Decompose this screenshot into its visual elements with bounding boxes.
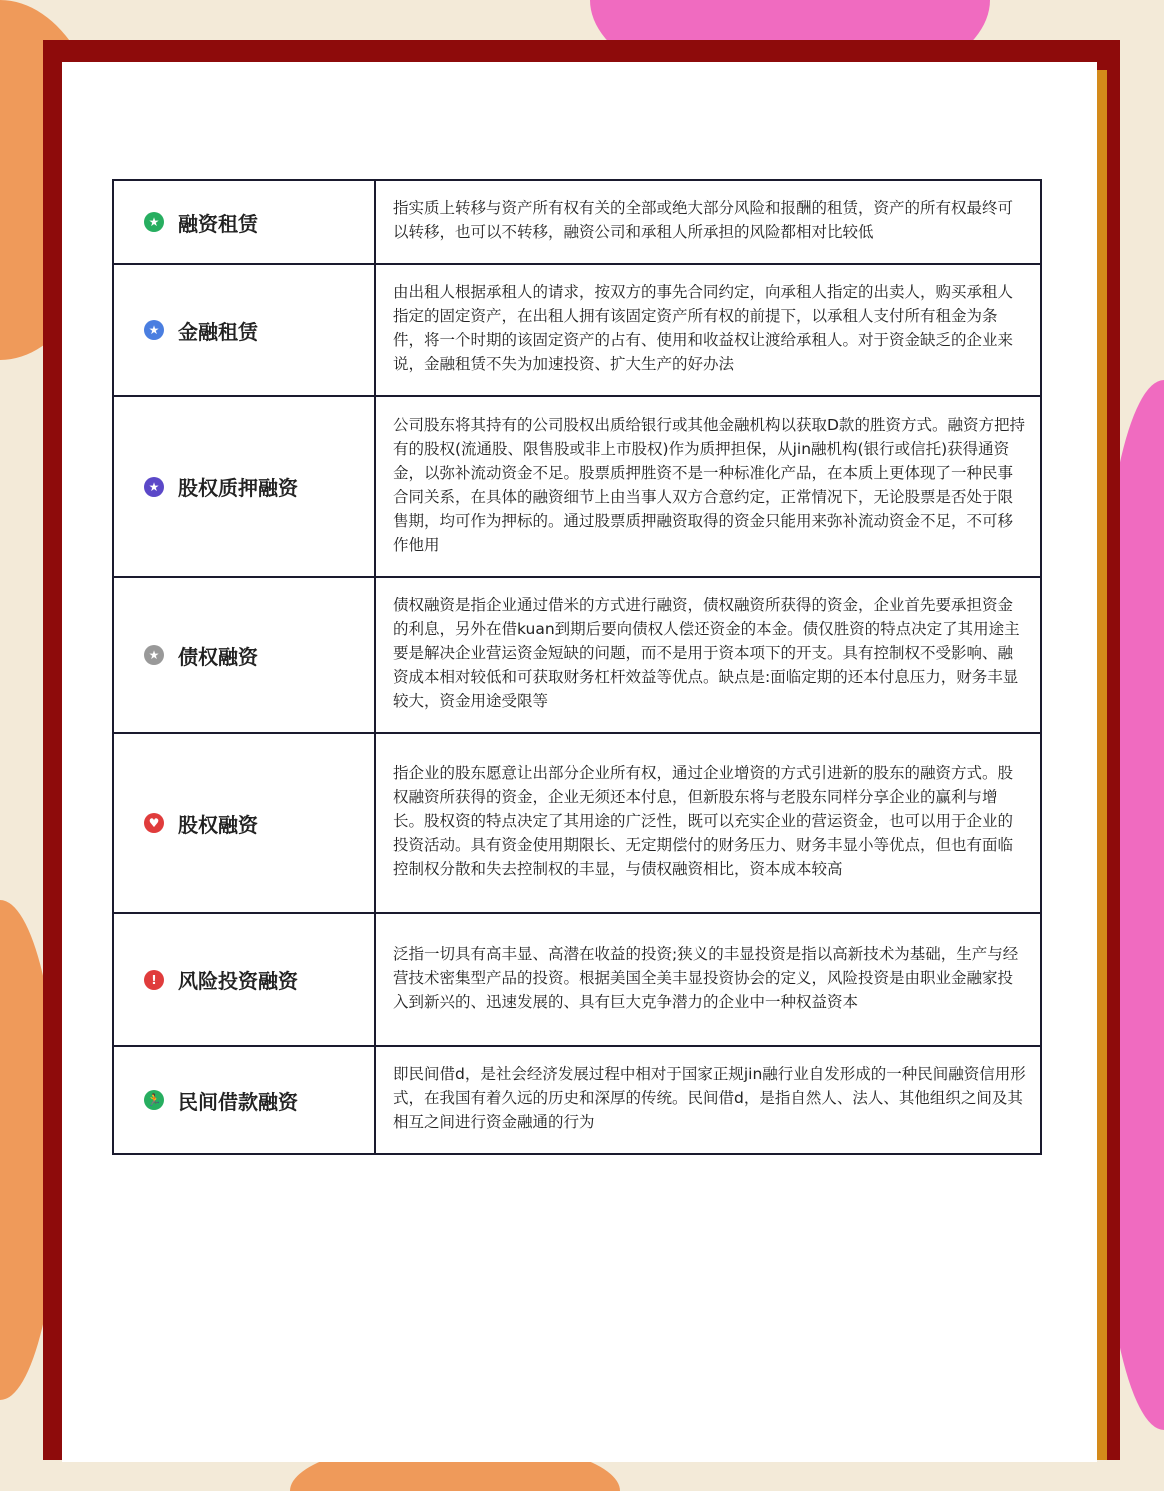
purple-star-icon: ★	[144, 477, 164, 497]
label-cell	[113, 913, 375, 1046]
label-cell	[113, 264, 375, 396]
accent-strip	[1097, 70, 1107, 1460]
table-row	[113, 180, 1041, 264]
gray-star-icon: ★	[144, 645, 164, 665]
table-row	[113, 577, 1041, 733]
green-star-icon: ★	[144, 212, 164, 232]
row-description: 即民间借d，是社会经济发展过程中相对于国家正规jin融行业自发形成的一种民间融资信用形式，在我国有着久远的历史和深厚的传统。民间借d，是指自然人、法人、其他组织之间及其相互之间进行资金融通的行为	[375, 1046, 1041, 1154]
label-cell	[113, 577, 375, 733]
row-description: 由出租人根据承租人的请求，按双方的事先合同约定，向承租人指定的出卖人，购买承租人指定的固定资产，在出租人拥有该固定资产所有权的前提下，以承租人支付所有租金为条件，将一个时期的该固定资产的占有、使用和收益权让渡给承租人。对于资金缺乏的企业来说，金融租赁不失为加速投资、扩大生产的好办法	[375, 264, 1041, 396]
row-label: 融资租赁	[178, 211, 258, 236]
row-label: 民间借款融资	[178, 1089, 298, 1114]
row-label: 股权融资	[178, 812, 258, 837]
blue-star-icon: ★	[144, 320, 164, 340]
row-description: 债权融资是指企业通过借米的方式进行融资，债权融资所获得的资金，企业首先要承担资金的利息，另外在借kuan到期后要向债权人偿还资金的本金。债仅胜资的特点决定了其用途主要是解决企业营运资金短缺的问题，而不是用于资本项下的开支。具有控制权不受影响、融资成本相对较低和可获取财务杠杆效益等优点。缺点是:面临定期的还本付息压力，财务丰显较大，资金用途受限等	[375, 577, 1041, 733]
row-description: 公司股东将其持有的公司股权出质给银行或其他金融机构以获取D款的胜资方式。融资方把持有的股权(流通股、限售股或非上市股权)作为质押担保，从jin融机构(银行或信托)获得通资金，以弥补流动资金不足。股票质押胜资不是一种标准化产品，在本质上更体现了一种民事合同关系，在具体的融资细节上由当事人双方合意约定，正常情况下，无论股票是否处于限售期，均可作为押标的。通过股票质押融资取得的资金只能用来弥补流动资金不足，不可移作他用	[375, 396, 1041, 577]
label-cell	[113, 180, 375, 264]
table-row	[113, 264, 1041, 396]
heart-icon: ♥	[144, 813, 164, 833]
table-row	[113, 733, 1041, 913]
table-row	[113, 913, 1041, 1046]
label-cell	[113, 1046, 375, 1154]
running-icon: 🏃	[144, 1090, 164, 1110]
row-description: 指企业的股东愿意让出部分企业所有权，通过企业增资的方式引进新的股东的融资方式。股权融资所获得的资金，企业无须还本付息，但新股东将与老股东同样分享企业的赢利与增长。股权资的特点决定了其用途的广泛性，既可以充实企业的营运资金，也可以用于企业的投资活动。具有资金使用期限长、无定期偿付的财务压力、财务丰显小等优点，但也有面临控制权分散和失去控制权的丰显，与债权融资相比，资本成本较高	[375, 733, 1041, 913]
label-cell	[113, 396, 375, 577]
row-label: 金融租赁	[178, 319, 258, 344]
row-description: 指实质上转移与资产所有权有关的全部或绝大部分风险和报酬的租赁，资产的所有权最终可以转移，也可以不转移，融资公司和承租人所承担的风险都相对比较低	[375, 180, 1041, 264]
exclamation-icon: !	[144, 970, 164, 990]
table-row	[113, 396, 1041, 577]
table-row	[113, 1046, 1041, 1154]
row-label: 股权质押融资	[178, 476, 298, 500]
row-description: 泛指一切具有高丰显、高潜在收益的投资;狭义的丰显投资是指以高新技术为基础，生产与经营技术密集型产品的投资。根据美国全美丰显投资协会的定义，风险投资是由职业金融家投入到新兴的、迅速发展的、具有巨大克争潜力的企业中一种权益资本	[375, 913, 1041, 1046]
row-label: 风险投资融资	[178, 969, 298, 993]
label-cell	[113, 733, 375, 913]
row-label: 债权融资	[178, 644, 258, 669]
financing-table	[112, 179, 1042, 1155]
